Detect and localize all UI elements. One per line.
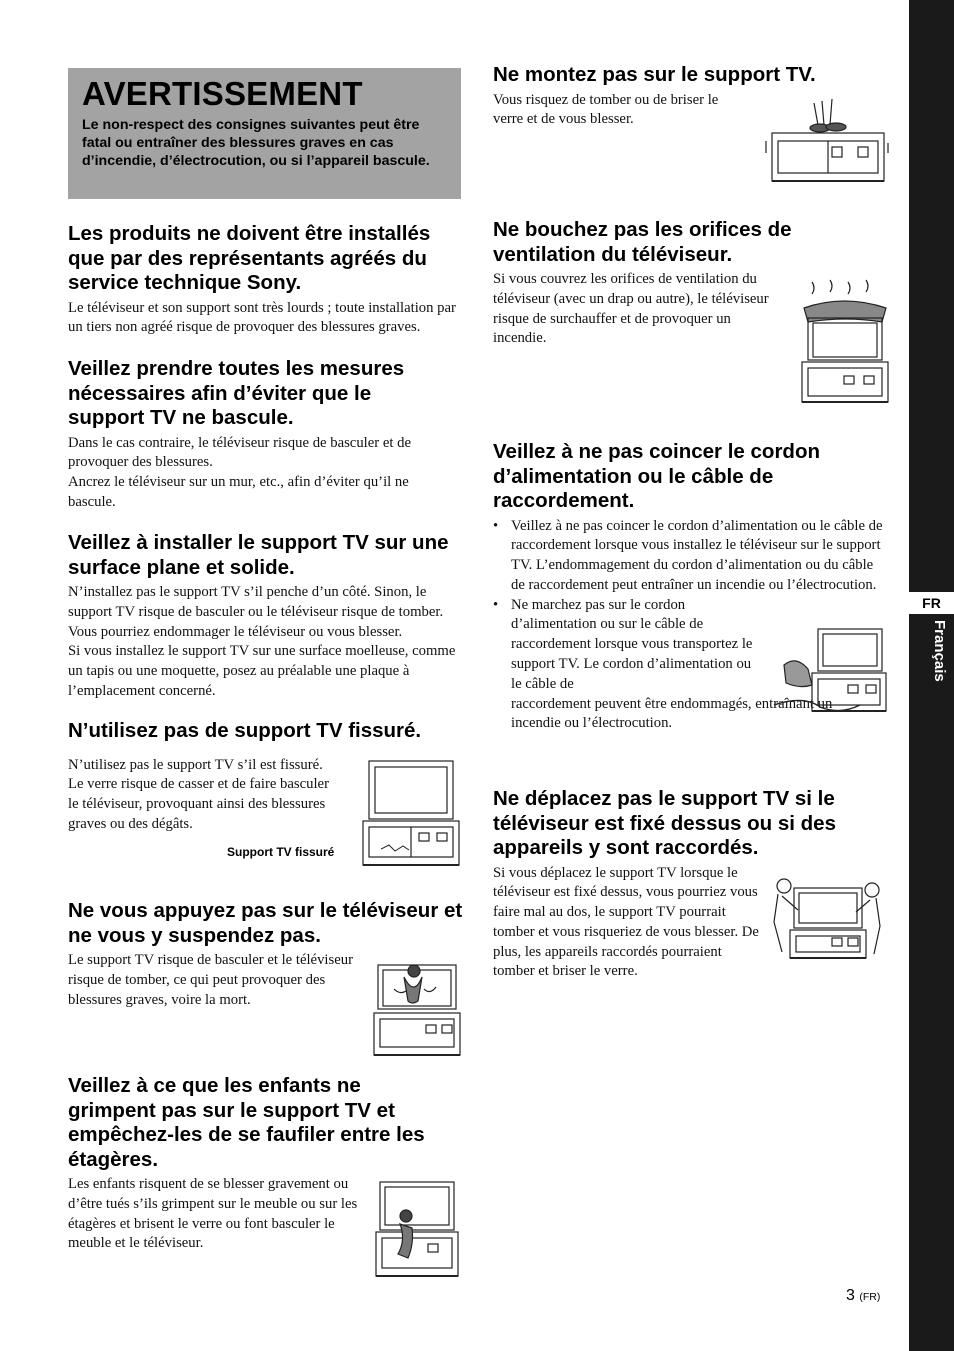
section-prevent-tipping [68, 357, 468, 513]
illustration-moving-stand [768, 870, 888, 966]
section-body: Si vous couvrez les orifices de ventilation du téléviseur (avec un drap ou autre), le téléviseur risque de surchauffer et de provoquer un incendie. [493, 271, 769, 347]
section-body: Si vous installez le support TV sur une surface moelleuse, comme un tapis ou une moquette, posez au préalable une plaque à l’emplacement concerné. [68, 643, 456, 699]
section-authorized-install [68, 222, 468, 338]
section-heading: Veillez à installer le support TV sur une surface plane et solide. [68, 531, 449, 579]
illustration-child-climbing [370, 1178, 462, 1282]
section-body: Dans le cas contraire, le téléviseur risque de basculer et de provoquer des blessures. [68, 434, 411, 471]
illustration-covered-tv [800, 278, 890, 408]
section-body: Si vous déplacez le support TV lorsque le téléviseur est fixé dessus, vous pourriez vous faire mal au dos, le support TV pourrait tomber et vous risqueriez de vous blesser. De plus, les appareils raccordés pourraient tomber et briser le verre. [493, 864, 759, 980]
section-heading: Les produits ne doivent être installés que par des représentants agréés du service technique Sony. [68, 222, 431, 294]
section-heading: N’utilisez pas de support TV fissuré. [68, 719, 422, 742]
section-body: N’utilisez pas le support TV s’il est fissuré. Le verre risque de casser et de faire basculer le téléviseur, provoquant ainsi des blessures graves ou des dégâts. [68, 756, 329, 832]
bullet-item: • Ne marchez pas sur le cordon d’alimentation ou sur le câble de raccordement lorsque vous transportez le support TV. Le cordon d’alimentation ou le câble de [493, 596, 759, 695]
warning-box [68, 68, 461, 199]
bullet-item-continued: raccordement peuvent être endommagés, entraînant un incendie ou l’électrocution. [511, 695, 833, 732]
section-body: N’installez pas le support TV s’il penche d’un côté. Sinon, le support TV risque de basculer ou le téléviseur risque de tomber. Vous pourriez endommager le téléviseur ou vous blesser. [68, 584, 444, 640]
section-heading: Veillez à ce que les enfants ne grimpent pas sur le support TV et empêchez-les de se faufiler entre les étagères. [68, 1074, 425, 1171]
illustration-caption: Support TV fissuré [227, 845, 335, 859]
warning-text: Le non-respect des consignes suivantes peut être fatal ou entraîner des blessures graves en cas d’incendie, d’électrocution, ou si l’appareil bascule. [82, 117, 430, 169]
illustration-hanging-on-tv [368, 955, 464, 1061]
section-heading: Veillez prendre toutes les mesures nécessaires afin d’éviter que le support TV ne bascule. [68, 357, 405, 429]
section-flat-surface [68, 531, 468, 702]
section-body: Vous risquez de tomber ou de briser le verre et de vous blesser. [493, 91, 719, 128]
section-body: Les enfants risquent de se blesser gravement ou d’être tués s’ils grimpent sur le meuble ou sur les étagères et brisent le verre ou font basculer le meuble et le téléviseur. [68, 1176, 358, 1252]
section-body: Ancrez le téléviseur sur un mur, etc., afin d’éviter qu’il ne bascule. [68, 474, 409, 510]
illustration-power-cord [770, 625, 888, 717]
warning-title: AVERTISSEMENT [82, 75, 363, 112]
section-body: Le support TV risque de basculer et le téléviseur risque de tomber, ce qui peut provoquer des blessures graves, voire la mort. [68, 952, 353, 1008]
page-number-suffix: (FR) [859, 1291, 881, 1303]
page-number-value: 3 [846, 1287, 855, 1304]
section-heading: Veillez à ne pas coincer le cordon d’alimentation ou le câble de raccordement. [493, 440, 820, 512]
language-label: Français [931, 620, 948, 682]
section-heading: Ne bouchez pas les orifices de ventilation du téléviseur. [493, 218, 792, 266]
section-heading: Ne montez pas sur le support TV. [493, 63, 816, 86]
section-body: Le téléviseur et son support sont très lourds ; toute installation par un tiers non agréé risque de provoquer des blessures graves. [68, 299, 456, 336]
bullet-item: • Veillez à ne pas coincer le cordon d’alimentation ou le câble de raccordement lorsque vous installez le téléviseur sur le support TV. L’endommagement du cordon d’alimentation ou du câble de raccordement peut entraîner un incendie ou l’électrocution. [493, 517, 886, 596]
page-number [846, 1287, 880, 1305]
section-heading: Ne vous appuyez pas sur le téléviseur et ne vous y suspendez pas. [68, 899, 463, 947]
section-heading: Ne déplacez pas le support TV si le téléviseur est fixé dessus ou si des appareils y sont raccordés. [493, 787, 836, 859]
language-code-tab: FR [909, 592, 954, 614]
illustration-standing-on-stand [762, 95, 892, 195]
illustration-cracked-stand [359, 757, 463, 869]
